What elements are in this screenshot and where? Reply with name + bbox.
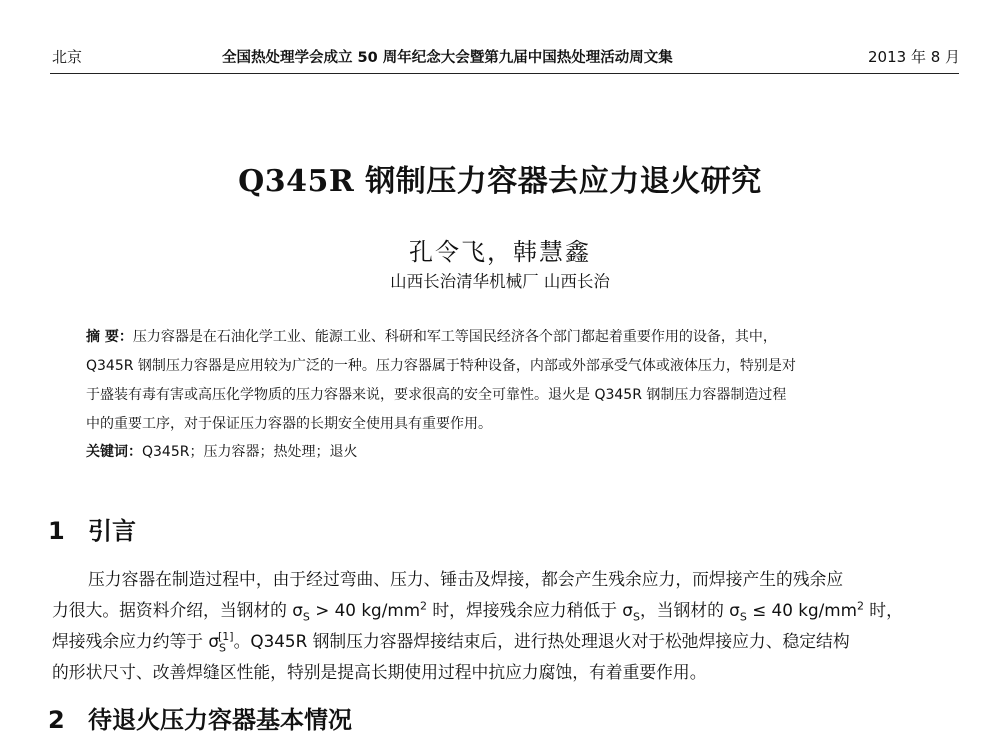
section-2-heading [48, 700, 352, 735]
citation-ref: [1] [218, 630, 234, 644]
keywords-line [86, 441, 357, 461]
paragraph-line: 的形状尺寸、改善焊缝区性能，特别是提高长期使用过程中抗应力腐蚀，有着重要作用。 [52, 662, 707, 682]
header-date: 2013 年 8 月 [868, 48, 961, 66]
text-run: 。Q345R 钢制压力容器焊接结束后，进行热处理退火对于松弛焊接应力、稳定结构 [233, 631, 850, 651]
text-run: 焊接残余应力约等于 σ [52, 631, 220, 651]
subscript: S [632, 610, 640, 624]
abstract-label: 摘 要： [86, 329, 133, 345]
abstract-text: 压力容器是在石油化学工业、能源工业、科研和军工等国民经济各个部门都起着重要作用的设备，其中， [132, 329, 777, 345]
section-number: 2 [48, 706, 65, 734]
header-proceedings-title: 全国热处理学会成立 50 周年纪念大会暨第九届中国热处理活动周文集 [222, 50, 673, 66]
subscript: S [739, 610, 747, 624]
text-run: > 40 kg/mm [309, 600, 421, 620]
subscript: S [302, 610, 310, 624]
text-run: 力很大。据资料介绍，当钢材的 σ [52, 600, 303, 620]
abstract-line: 中的重要工序，对于保证压力容器的长期安全使用具有重要作用。 [86, 416, 492, 432]
abstract-line: Q345R 钢制压力容器是应用较为广泛的一种。压力容器属于特种设备，内部或外部承受气体或液体压力，特别是对 [86, 358, 796, 374]
paragraph-line [52, 628, 850, 654]
paragraph-line: 压力容器在制造过程中，由于经过弯曲、压力、锤击及焊接，都会产生残余应力，而焊接产生的残余应 [88, 569, 844, 589]
superscript: 2 [420, 599, 428, 613]
authors: 孔令飞，韩慧鑫 [409, 238, 591, 266]
abstract-line: 于盛装有毒有害或高压化学物质的压力容器来说，要求很高的安全可靠性。退火是 Q345R 钢制压力容器制造过程 [86, 387, 787, 403]
header-location: 北京 [52, 48, 83, 66]
text-run: ≤ 40 kg/mm [746, 600, 857, 620]
text-run: 时， [863, 600, 903, 620]
keywords-text: Q345R；压力容器；热处理；退火 [142, 444, 358, 460]
subscript: S [219, 641, 226, 655]
section-title: 引言 [88, 517, 136, 545]
text-run: ，当钢材的 σ [639, 600, 740, 620]
paper-title: Q345R 钢制压力容器去应力退火研究 [238, 164, 762, 199]
superscript: 2 [856, 599, 864, 613]
keywords-label: 关键词： [86, 444, 142, 460]
affiliation: 山西长治清华机械厂 山西长治 [390, 272, 610, 291]
paragraph-line [52, 597, 903, 623]
text-run: 时，焊接残余应力稍低于 σ [427, 600, 633, 620]
abstract-line [86, 326, 777, 346]
section-1-heading [48, 511, 136, 546]
header-rule [50, 73, 959, 74]
section-title: 待退火压力容器基本情况 [88, 706, 352, 734]
section-number: 1 [48, 517, 65, 545]
